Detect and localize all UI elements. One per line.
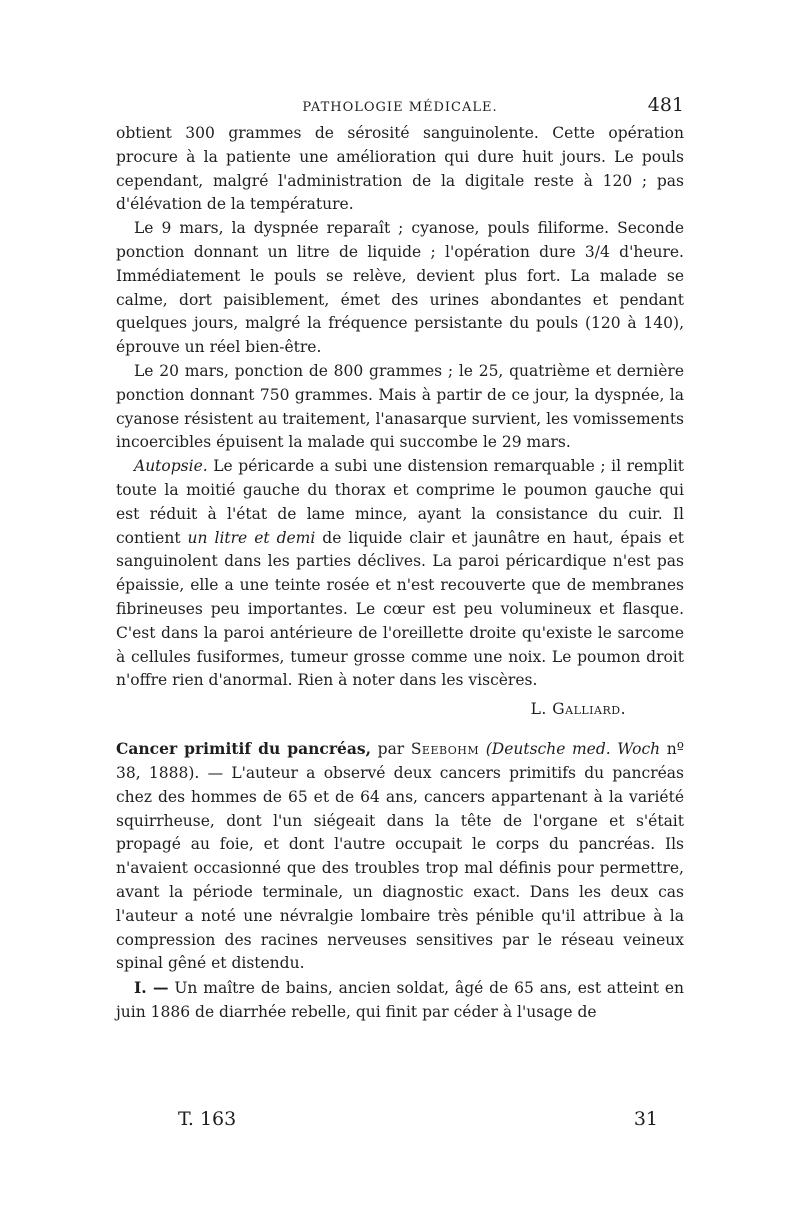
running-title: PATHOLOGIE MÉDICALE. bbox=[302, 100, 498, 115]
author-signature: L. Galliard. bbox=[530, 700, 626, 719]
body-text bbox=[116, 122, 684, 1025]
footer bbox=[178, 1108, 658, 1140]
section-spacer bbox=[116, 725, 684, 737]
paragraph-case-one bbox=[116, 976, 684, 1025]
page-number: 481 bbox=[647, 94, 684, 116]
paragraph-9-mars: Le 9 mars, la dyspnée reparaît ; cyanose, pouls filiforme. Seconde ponction donnant un litre de liquide ; l'opération dure 3/4 d'heure. Immédiatement le pouls se relève, devient plus fort. La malade se calme, dort paisiblement, émet des urines abondantes et pendant quelques jours, malgré la fréquence persistante du pouls (120 à 140), éprouve un réel bien-être. bbox=[116, 219, 684, 357]
paragraph-continuation: obtient 300 grammes de sérosité sanguinolente. Cette opération procure à la patiente une amélioration qui dure huit jours. Le pouls cependant, malgré l'administration de la digitale reste à 120 ; pas d'élévation de la température. bbox=[116, 124, 684, 214]
signature-mark: 31 bbox=[633, 1108, 658, 1130]
article-by: par bbox=[371, 740, 411, 759]
page bbox=[116, 94, 684, 1025]
article-title: Cancer primitif du pancréas, bbox=[116, 739, 372, 759]
paragraph-20-mars: Le 20 mars, ponction de 800 grammes ; le 25, quatrième et dernière ponction donnant 750 grammes. Mais à partir de ce jour, la dyspnée, la cyanose résistent au traitement, l'anasarque survient, les vomissements incoercibles épuisent la malade qui succombe le 29 mars. bbox=[116, 361, 684, 452]
case-label: I. — bbox=[134, 978, 169, 998]
autopsie-text-a: Le péricarde a subi une distension remarquable ; il remplit toute la moitié gauche du thorax et comprime le poumon gauche qui est réduit à l'état de lame mince, ayant la consistance du cuir. Il contient bbox=[116, 457, 684, 547]
paragraph-cancer-pancreas bbox=[116, 737, 684, 976]
paragraph-autopsie bbox=[116, 455, 684, 693]
case-text: Un maître de bains, ancien soldat, âgé de 65 ans, est atteint en juin 1886 de diarrhée rebelle, qui finit par céder à l'usage de bbox=[116, 979, 684, 1021]
running-head bbox=[116, 94, 684, 122]
article-text: nº 38, 1888). — L'auteur a observé deux cancers primitifs du pancréas chez des hommes de 65 et de 64 ans, cancers appartenant à la variété squirrheuse, dont l'un siégeait dans la tête de l'organe et s'était propagé au foie, et dont l'autre occupait le corps du pancréas. Ils n'avaient occasionné que des troubles trop mal définis pour permettre, avant la période terminale, un diagnostic exact. Dans les deux cas l'auteur a noté une névralgie lombaire très pénible qu'il attribue à la compression des racines nerveuses sensitives par le réseau veineux spinal gêné et distendu. bbox=[116, 740, 685, 973]
autopsie-emphasis: un litre et demi bbox=[187, 528, 316, 547]
autopsie-label: Autopsie. bbox=[134, 457, 208, 476]
volume-mark: T. 163 bbox=[178, 1108, 237, 1130]
article-source: (Deutsche med. Woch bbox=[479, 740, 661, 759]
article-author: Seebohm bbox=[410, 740, 480, 759]
autopsie-text-b: de liquide clair et jaunâtre en haut, épais et sanguinolent dans les parties déclives. La paroi péricardique n'est pas épaissie, elle a une teinte rosée et n'est recouverte que de membranes fibrineuses peu importantes. Le cœur est peu volumineux et flasque. C'est dans la paroi antérieure de l'oreillette droite qu'existe le sarcome à cellules fusiformes, tumeur grosse comme une noix. Le poumon droit n'offre rien d'anormal. Rien à noter dans les viscères. bbox=[116, 528, 684, 690]
